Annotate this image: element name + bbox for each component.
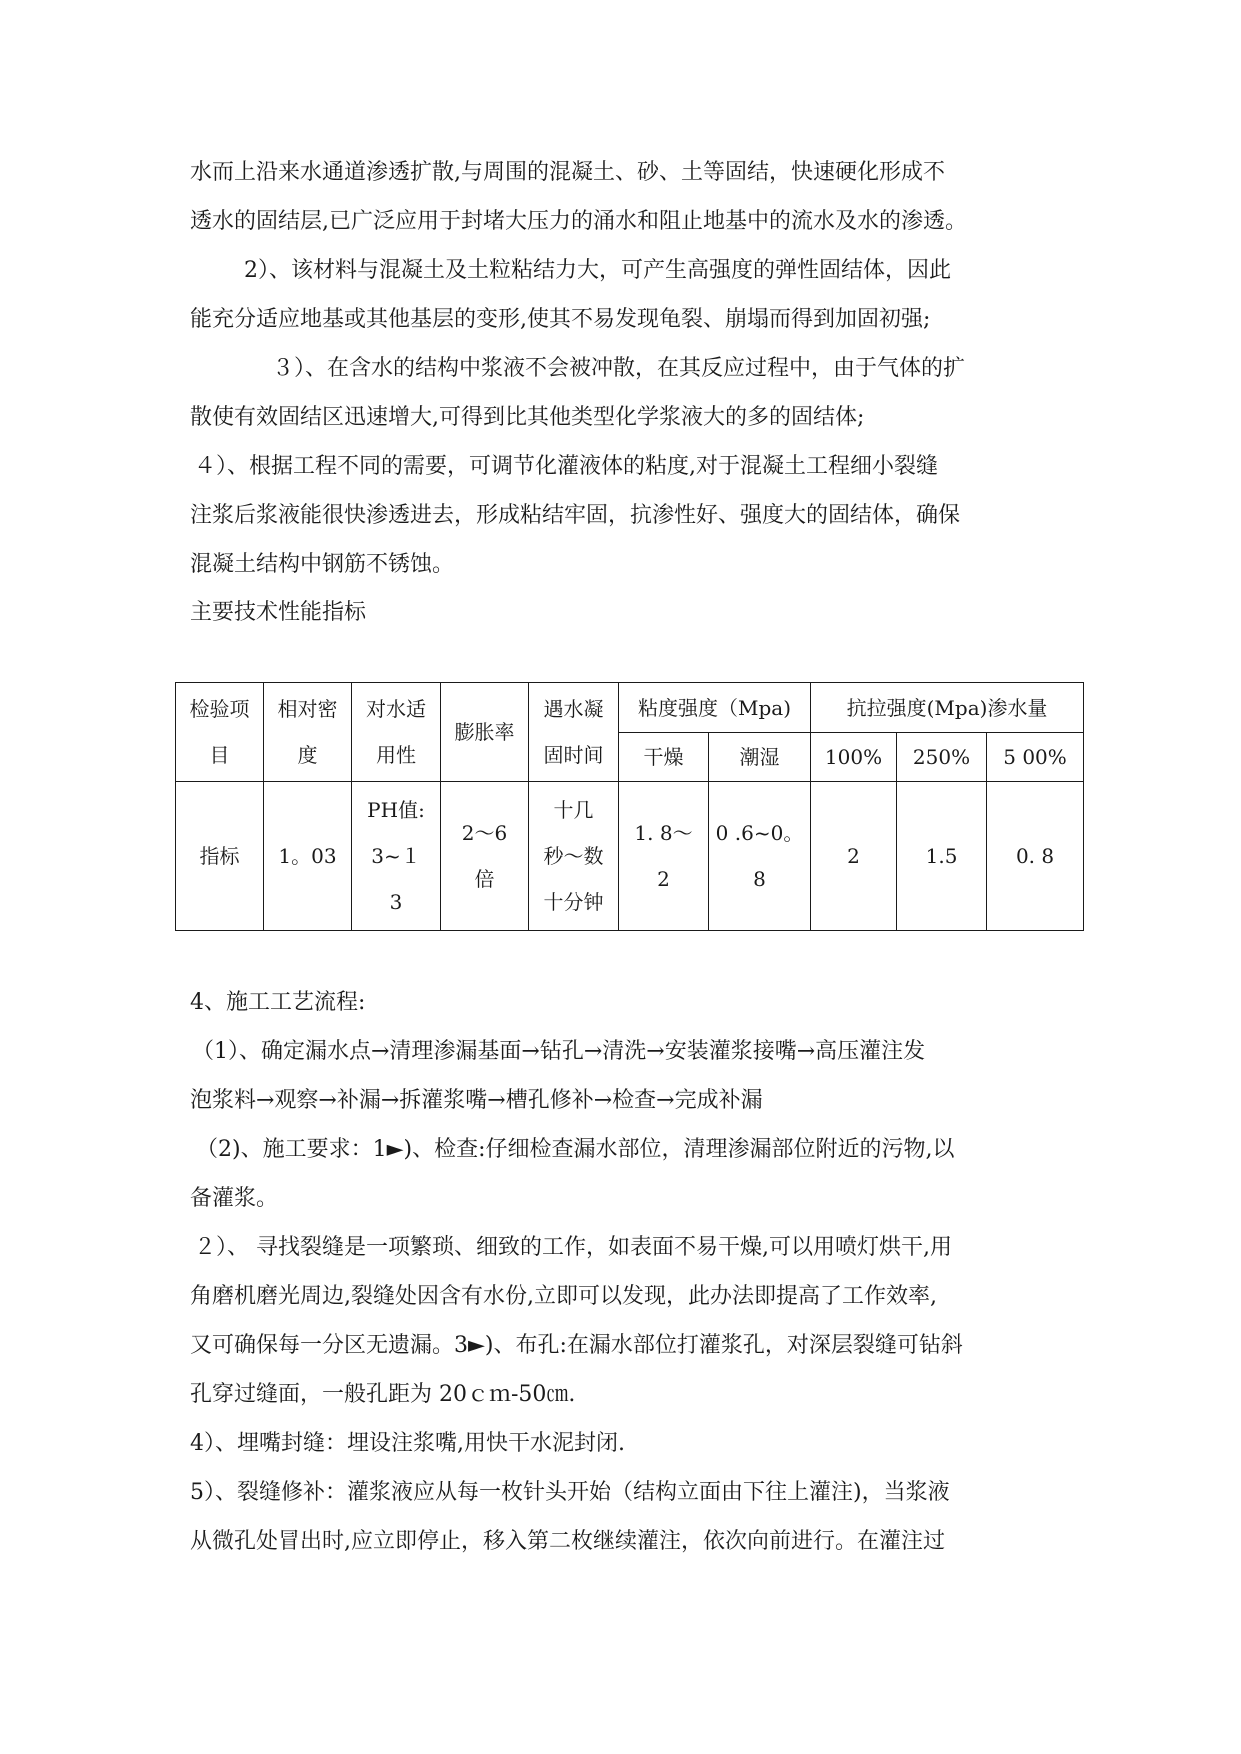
cell-density: 1。03 [264,782,352,931]
cell-dry: 1. 8～ 2 [619,782,709,931]
process-line-11: 从微孔处冒出时,应立即停止，移入第二枚继续灌注，依次向前进行。在灌注过 [190,1529,945,1554]
paragraph-line-6: 散使有效固结区迅速增大,可得到比其他类型化学浆液大的多的固结体; [190,405,865,430]
paragraph-line-5: ３）、在含水的结构中浆液不会被冲散，在其反应过程中，由于气体的扩 [272,356,966,381]
cell-t500: 0. 8 [987,782,1084,931]
header-viscosity: 粘度强度（Mpa) [619,683,811,733]
cell-wet: 0 .6~0。 8 [709,782,811,931]
cell-gel-time: 十几 秒～数 十分钟 [529,782,619,931]
performance-table [175,682,1084,931]
cell-water: PH值: 3~１ 3 [352,782,441,931]
subheader-250: 250% [897,733,987,782]
paragraph-line-2: 透水的固结层,已广泛应用于封堵大压力的涌水和阻止地基中的流水及水的渗透。 [190,209,967,234]
header-expansion: 膨胀率 [441,683,529,782]
process-heading: 4、施工工艺流程: [190,990,366,1015]
process-line-1: （1）、确定漏水点→清理渗漏基面→钻孔→清洗→安装灌浆接嘴→高压灌注发 [192,1039,926,1064]
process-line-5: ２）、 寻找裂缝是一项繁琐、细致的工作，如表面不易干燥,可以用喷灯烘干,用 [194,1235,952,1260]
section-heading: 主要技术性能指标 [190,600,367,625]
process-line-9: 4）、埋嘴封缝：埋设注浆嘴,用快干水泥封闭. [190,1431,625,1456]
header-water-applicability: 对水适 用性 [352,683,441,782]
paragraph-line-7: ４）、根据工程不同的需要，可调节化灌液体的粘度,对于混凝土工程细小裂缝 [194,454,938,479]
subheader-100: 100% [811,733,897,782]
paragraph-line-4: 能充分适应地基或其他基层的变形,使其不易发现龟裂、崩塌而得到加固初强; [190,307,931,332]
subheader-wet: 潮湿 [709,733,811,782]
paragraph-line-3: 2）、该材料与混凝土及土粒粘结力大，可产生高强度的弹性固结体，因此 [244,258,951,283]
process-line-3: （2)、施工要求：1►)、检查:仔细检查漏水部位，清理渗漏部位附近的污物,以 [196,1137,955,1162]
cell-expansion: 2～6 倍 [441,782,529,931]
process-line-7: 又可确保每一分区无遗漏。3►)、布孔:在漏水部位打灌浆孔，对深层裂缝可钻斜 [190,1333,963,1358]
process-line-6: 角磨机磨光周边,裂缝处因含有水份,立即可以发现，此办法即提高了工作效率, [190,1284,937,1309]
cell-t250: 1.5 [897,782,987,931]
process-line-4: 备灌浆。 [190,1186,279,1211]
process-line-2: 泡浆料→观察→补漏→拆灌浆嘴→槽孔修补→检查→完成补漏 [190,1088,763,1113]
paragraph-line-1: 水而上沿来水通道渗透扩散,与周围的混凝土、砂、土等固结，快速硬化形成不 [190,160,945,185]
row-label: 指标 [176,782,264,931]
cell-t100: 2 [811,782,897,931]
process-line-10: 5）、裂缝修补：灌浆液应从每一枚针头开始（结构立面由下往上灌注)，当浆液 [190,1480,950,1505]
header-item: 检验项 目 [176,683,264,782]
subheader-500: 5 00% [987,733,1084,782]
header-tensile: 抗拉强度(Mpa)渗水量 [811,683,1084,733]
header-gel-time: 遇水凝 固时间 [529,683,619,782]
process-line-8: 孔穿过缝面，一般孔距为 20ｃｍ-50㎝. [190,1382,576,1407]
paragraph-line-8: 注浆后浆液能很快渗透进去，形成粘结牢固，抗渗性好、强度大的固结体，确保 [190,503,961,528]
subheader-dry: 干燥 [619,733,709,782]
paragraph-line-9: 混凝土结构中钢筋不锈蚀。 [190,552,455,577]
header-density: 相对密 度 [264,683,352,782]
